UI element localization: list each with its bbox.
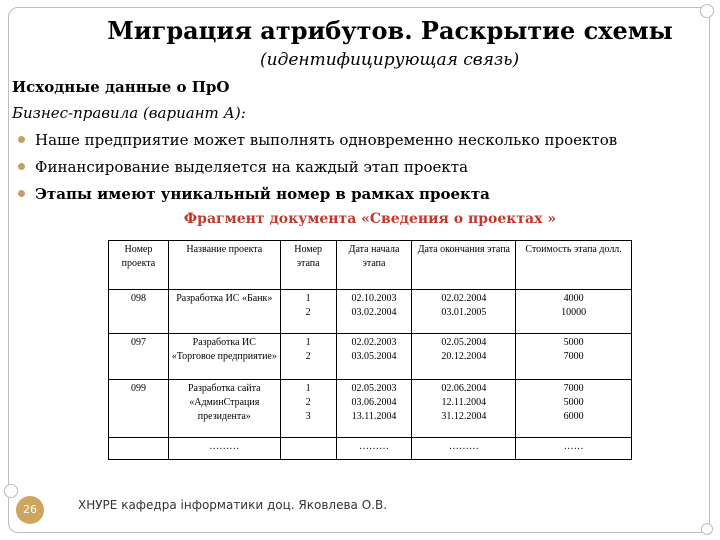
col-header: Название проекта — [168, 241, 280, 290]
table-cell: 02.05.2003 03.06.2004 13.11.2004 — [336, 380, 412, 438]
table-cell: 4000 10000 — [516, 290, 632, 334]
footer-text: ХНУРЕ кафедра інформатики доц. Яковлева О.В. — [78, 498, 388, 512]
projects-table — [108, 240, 632, 460]
table-cell: Разработка ИС «Банк» — [168, 290, 280, 334]
slide-subtitle: (идентифицирующая связь) — [260, 50, 520, 70]
corner-circle-bottom — [701, 523, 713, 535]
col-header: Номер проекта — [109, 241, 169, 290]
slide-title: Миграция атрибутов. Раскрытие схемы — [107, 16, 673, 45]
document-fragment-label: Фрагмент документа «Сведения о проектах » — [183, 211, 557, 227]
table-cell: 097 — [109, 334, 169, 380]
table-cell: 02.06.2004 12.11.2004 31.12.2004 — [412, 380, 516, 438]
table-cell: 1 2 — [280, 334, 336, 380]
table-cell: 7000 5000 6000 — [516, 380, 632, 438]
table-cell: 02.02.2003 03.05.2004 — [336, 334, 412, 380]
table-cell: 5000 7000 — [516, 334, 632, 380]
corner-circle-left — [4, 484, 18, 498]
table-cell: 1 2 — [280, 290, 336, 334]
table-cell: ……… — [168, 438, 280, 460]
table-row — [109, 438, 632, 460]
table-cell — [109, 438, 169, 460]
bullet-item: Наше предприятие может выполнять одновременно несколько проектов — [18, 131, 617, 149]
col-header: Дата начала этапа — [336, 241, 412, 290]
table-cell: 02.02.2004 03.01.2005 — [412, 290, 516, 334]
col-header: Номер этапа — [280, 241, 336, 290]
table-cell: 098 — [109, 290, 169, 334]
table-cell: ……… — [336, 438, 412, 460]
bullet-icon — [18, 163, 25, 170]
rules-heading: Бизнес-правила (вариант А): — [12, 104, 246, 122]
table-cell: ……… — [412, 438, 516, 460]
bullet-icon — [18, 136, 25, 143]
table-row — [109, 334, 632, 380]
bullet-item: Этапы имеют уникальный номер в рамках проекта — [18, 185, 490, 203]
table-cell: 1 2 3 — [280, 380, 336, 438]
table-cell: …… — [516, 438, 632, 460]
col-header: Стоимость этапа долл. — [516, 241, 632, 290]
bullet-icon — [18, 190, 25, 197]
table-row — [109, 380, 632, 438]
table-cell: Разработка ИС «Торговое предприятие» — [168, 334, 280, 380]
table-cell: 02.10.2003 03.02.2004 — [336, 290, 412, 334]
col-header: Дата окончания этапа — [412, 241, 516, 290]
table-header-row — [109, 241, 632, 290]
table-cell: Разработка сайта «АдминСтрация президента» — [168, 380, 280, 438]
table-cell: 099 — [109, 380, 169, 438]
source-heading: Исходные данные о ПрО — [12, 78, 230, 96]
page-number-badge: 26 — [16, 496, 44, 524]
table-cell — [280, 438, 336, 460]
table-row — [109, 290, 632, 334]
table-cell: 02.05.2004 20.12.2004 — [412, 334, 516, 380]
bullet-item: Финансирование выделяется на каждый этап проекта — [18, 158, 468, 176]
